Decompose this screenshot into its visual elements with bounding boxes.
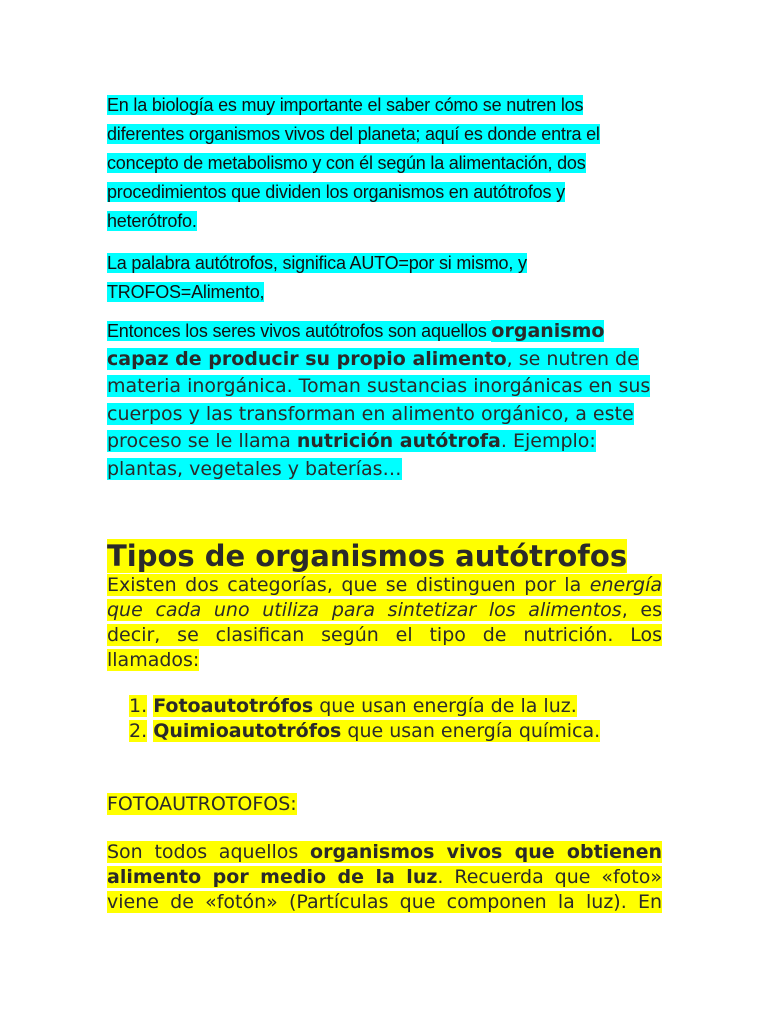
tipos-paragraph — [107, 573, 662, 673]
intro-paragraph-3-bold-term: nutrición autótrofa — [296, 430, 501, 452]
tipos-paragraph-italic: energía que cada uno utiliza para sintetizar los alimentos — [107, 574, 662, 621]
foto-paragraph — [107, 840, 662, 915]
tipos-list — [129, 694, 600, 744]
tipos-paragraph-start: Existen dos categorías, que se distinguen por la — [107, 574, 590, 596]
list-item-description: que usan energía química. — [341, 720, 601, 742]
tipos-paragraph-end: , es decir, se clasifican según el tipo de nutrición. Los llamados: — [107, 599, 663, 671]
intro-paragraph-2-text: La palabra autótrofos, significa AUTO=por si mismo, y TROFOS=Alimento, — [107, 253, 527, 302]
intro-paragraph-3-tail: . Ejemplo: plantas, vegetales y baterías… — [107, 430, 596, 480]
foto-paragraph-end: . Recuerda que «foto» viene de «fotón» (Partículas que componen la luz). En — [107, 866, 662, 913]
intro-paragraph-3-middle: , se nutren de materia inorgánica. Toman sustancias inorgánicas en sus cuerpos y las transforman en alimento orgánico, a este proceso se le llama — [107, 347, 651, 452]
list-item-number: 2. — [129, 720, 148, 742]
tipos-heading-text: Tipos de organismos autótrofos — [107, 539, 628, 573]
list-item-term: Quimioautotrófos — [153, 720, 342, 742]
intro-paragraph-1 — [107, 91, 647, 236]
list-item — [129, 694, 600, 719]
intro-paragraph-3-bold-definition: organismo capaz de producir su propio alimento — [107, 320, 605, 370]
list-item-description: que usan energía de la luz. — [313, 695, 577, 717]
list-item-number: 1. — [129, 695, 148, 717]
intro-paragraph-2 — [107, 249, 647, 307]
intro-paragraph-3-lead: Entonces los seres vivos autótrofos son aquellos — [107, 321, 492, 341]
foto-heading-text: FOTOAUTROTOFOS: — [107, 793, 297, 815]
list-item — [129, 719, 600, 744]
tipos-heading — [107, 538, 627, 574]
intro-paragraph-1-text: En la biología es muy importante el saber cómo se nutren los diferentes organismos vivos del planeta; aquí es donde entra el concepto de metabolismo y con él según la alimentación, dos procedimientos que dividen los organismos en autótrofos y heterótrofo. — [107, 95, 600, 231]
list-item-term: Fotoautotrófos — [153, 695, 314, 717]
foto-paragraph-start: Son todos aquellos — [107, 841, 311, 863]
intro-paragraph-3 — [107, 318, 652, 483]
foto-paragraph-bold: organismos vivos que obtienen alimento por medio de la luz — [107, 841, 662, 888]
foto-heading — [107, 792, 297, 817]
